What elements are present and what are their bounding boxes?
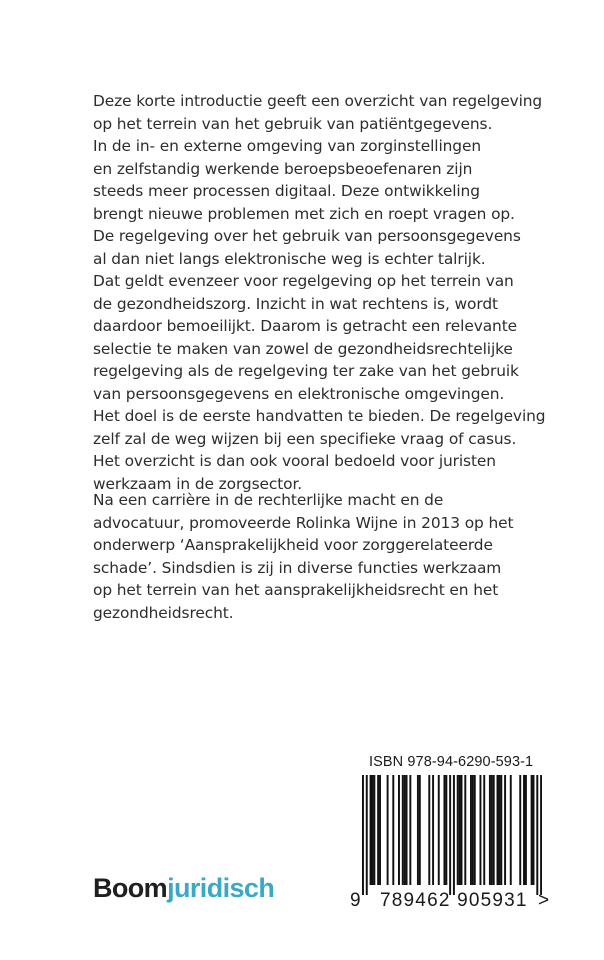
barcode-bar (510, 775, 512, 885)
barcode-bar (392, 775, 394, 885)
barcode-bar (523, 775, 525, 885)
barcode-bar (409, 775, 411, 885)
barcode-bar (483, 775, 485, 885)
barcode-bar (498, 775, 500, 885)
barcode-bar (379, 775, 381, 885)
barcode-bar (540, 775, 542, 895)
barcode-bar (500, 775, 502, 885)
text-line: steeds meer processen digitaal. Deze ontwikkeling (93, 182, 480, 200)
barcode-bar (445, 775, 447, 885)
text-line: gezondheidsrecht. (93, 603, 234, 622)
barcode-bar (525, 775, 527, 885)
barcode-bar (404, 775, 406, 885)
barcode-bar (533, 775, 535, 885)
text-line: daardoor bemoeilijkt. Daarom is getracht een relevante (93, 317, 518, 335)
barcode-bar (491, 775, 493, 885)
publisher-logo-boom: Boom (93, 873, 168, 903)
barcode-bar (417, 775, 419, 885)
barcode-digits: 789462 905931 (380, 890, 528, 911)
text-line: op het terrein van het aansprakelijkheidsrecht en het (93, 581, 499, 599)
barcode-bar (461, 775, 463, 885)
isbn-label: ISBN 978-94-6290-593-1 (369, 754, 534, 770)
barcode-bar (377, 775, 379, 885)
text-line: brengt nieuwe problemen met zich en roept vragen op. (93, 204, 515, 223)
barcode-bar (531, 775, 533, 885)
barcode-bar (370, 775, 372, 885)
author-bio-paragraph (93, 489, 563, 624)
text-line: op het terrein van het gebruik van patiëntgegevens. (93, 114, 493, 133)
barcode-bar (489, 775, 491, 885)
barcode-bar (419, 775, 421, 885)
text-line: Deze korte introductie geeft een overzicht van regelgeving (93, 92, 543, 110)
barcode-bar (362, 775, 364, 895)
blurb-paragraph (93, 90, 563, 495)
barcode-bar (432, 775, 434, 885)
text-line: van persoonsgegevens en elektronische omgevingen. (93, 384, 505, 403)
text-line: Na een carrière in de rechterlijke macht en de (93, 491, 444, 509)
text-line: advocatuur, promoveerde Rolinka Wijne in 2013 op het (93, 513, 514, 532)
barcode-bar (406, 775, 408, 885)
text-line: Dat geldt evenzeer voor regelgeving op het terrein van (93, 272, 514, 290)
text-line: De regelgeving over het gebruik van persoonsgegevens (93, 227, 521, 245)
text-line: werkzaam in de zorgsector. (93, 474, 303, 493)
barcode-bar (472, 775, 474, 885)
text-line: de gezondheidszorg. Inzicht in wat rechtens is, wordt (93, 294, 498, 313)
barcode-bar (387, 775, 389, 885)
publisher-logo (93, 873, 274, 904)
barcode-bar (428, 775, 430, 885)
barcode-bar (493, 775, 495, 885)
barcode-bar (443, 775, 445, 885)
barcode-bar (371, 775, 373, 885)
barcode-bar (402, 775, 404, 885)
barcode-bar (470, 775, 472, 885)
text-line: schade’. Sindsdien is zij in diverse functies werkzaam (93, 558, 502, 577)
barcode-bar (536, 775, 538, 895)
publisher-logo-juridisch: juridisch (167, 873, 275, 903)
barcode-bar (464, 775, 466, 885)
barcode-bar (459, 775, 461, 885)
text-line: onderwerp ‘Aansprakelijkheid voor zorggerelateerde (93, 536, 493, 554)
barcode-bar (438, 775, 440, 885)
barcode-bar (497, 775, 499, 885)
barcode-bar (474, 775, 476, 885)
barcode-bar (373, 775, 375, 885)
text-line: zelf zal de weg wijzen bij een specifieke vraag of casus. (93, 429, 517, 448)
ean-barcode (362, 775, 542, 895)
text-line: selectie te maken van zowel de gezondheidsrechtelijke (93, 339, 513, 358)
barcode-bar (519, 775, 521, 885)
text-line: Het overzicht is dan ook vooral bedoeld voor juristen (93, 452, 496, 470)
text-line: en zelfstandig werkende beroepsbeoefenaren zijn (93, 159, 473, 178)
barcode-bar (398, 775, 400, 885)
barcode-bar (504, 775, 506, 885)
barcode-arrow: > (538, 890, 551, 911)
text-line: regelgeving als de regelgeving ter zake van het gebruik (93, 362, 519, 380)
text-line: Het doel is de eerste handvatten te bieden. De regelgeving (93, 407, 546, 425)
text-line: al dan niet langs elektronische weg is echter talrijk. (93, 249, 486, 268)
barcode-bar (366, 775, 368, 895)
barcode-bar (457, 775, 459, 885)
text-line: In de in- en externe omgeving van zorginstellingen (93, 137, 481, 155)
barcode-bar (479, 775, 481, 885)
barcode-digit-first: 9 (350, 890, 362, 911)
barcode-bar (449, 775, 451, 895)
barcode-bar (453, 775, 455, 895)
